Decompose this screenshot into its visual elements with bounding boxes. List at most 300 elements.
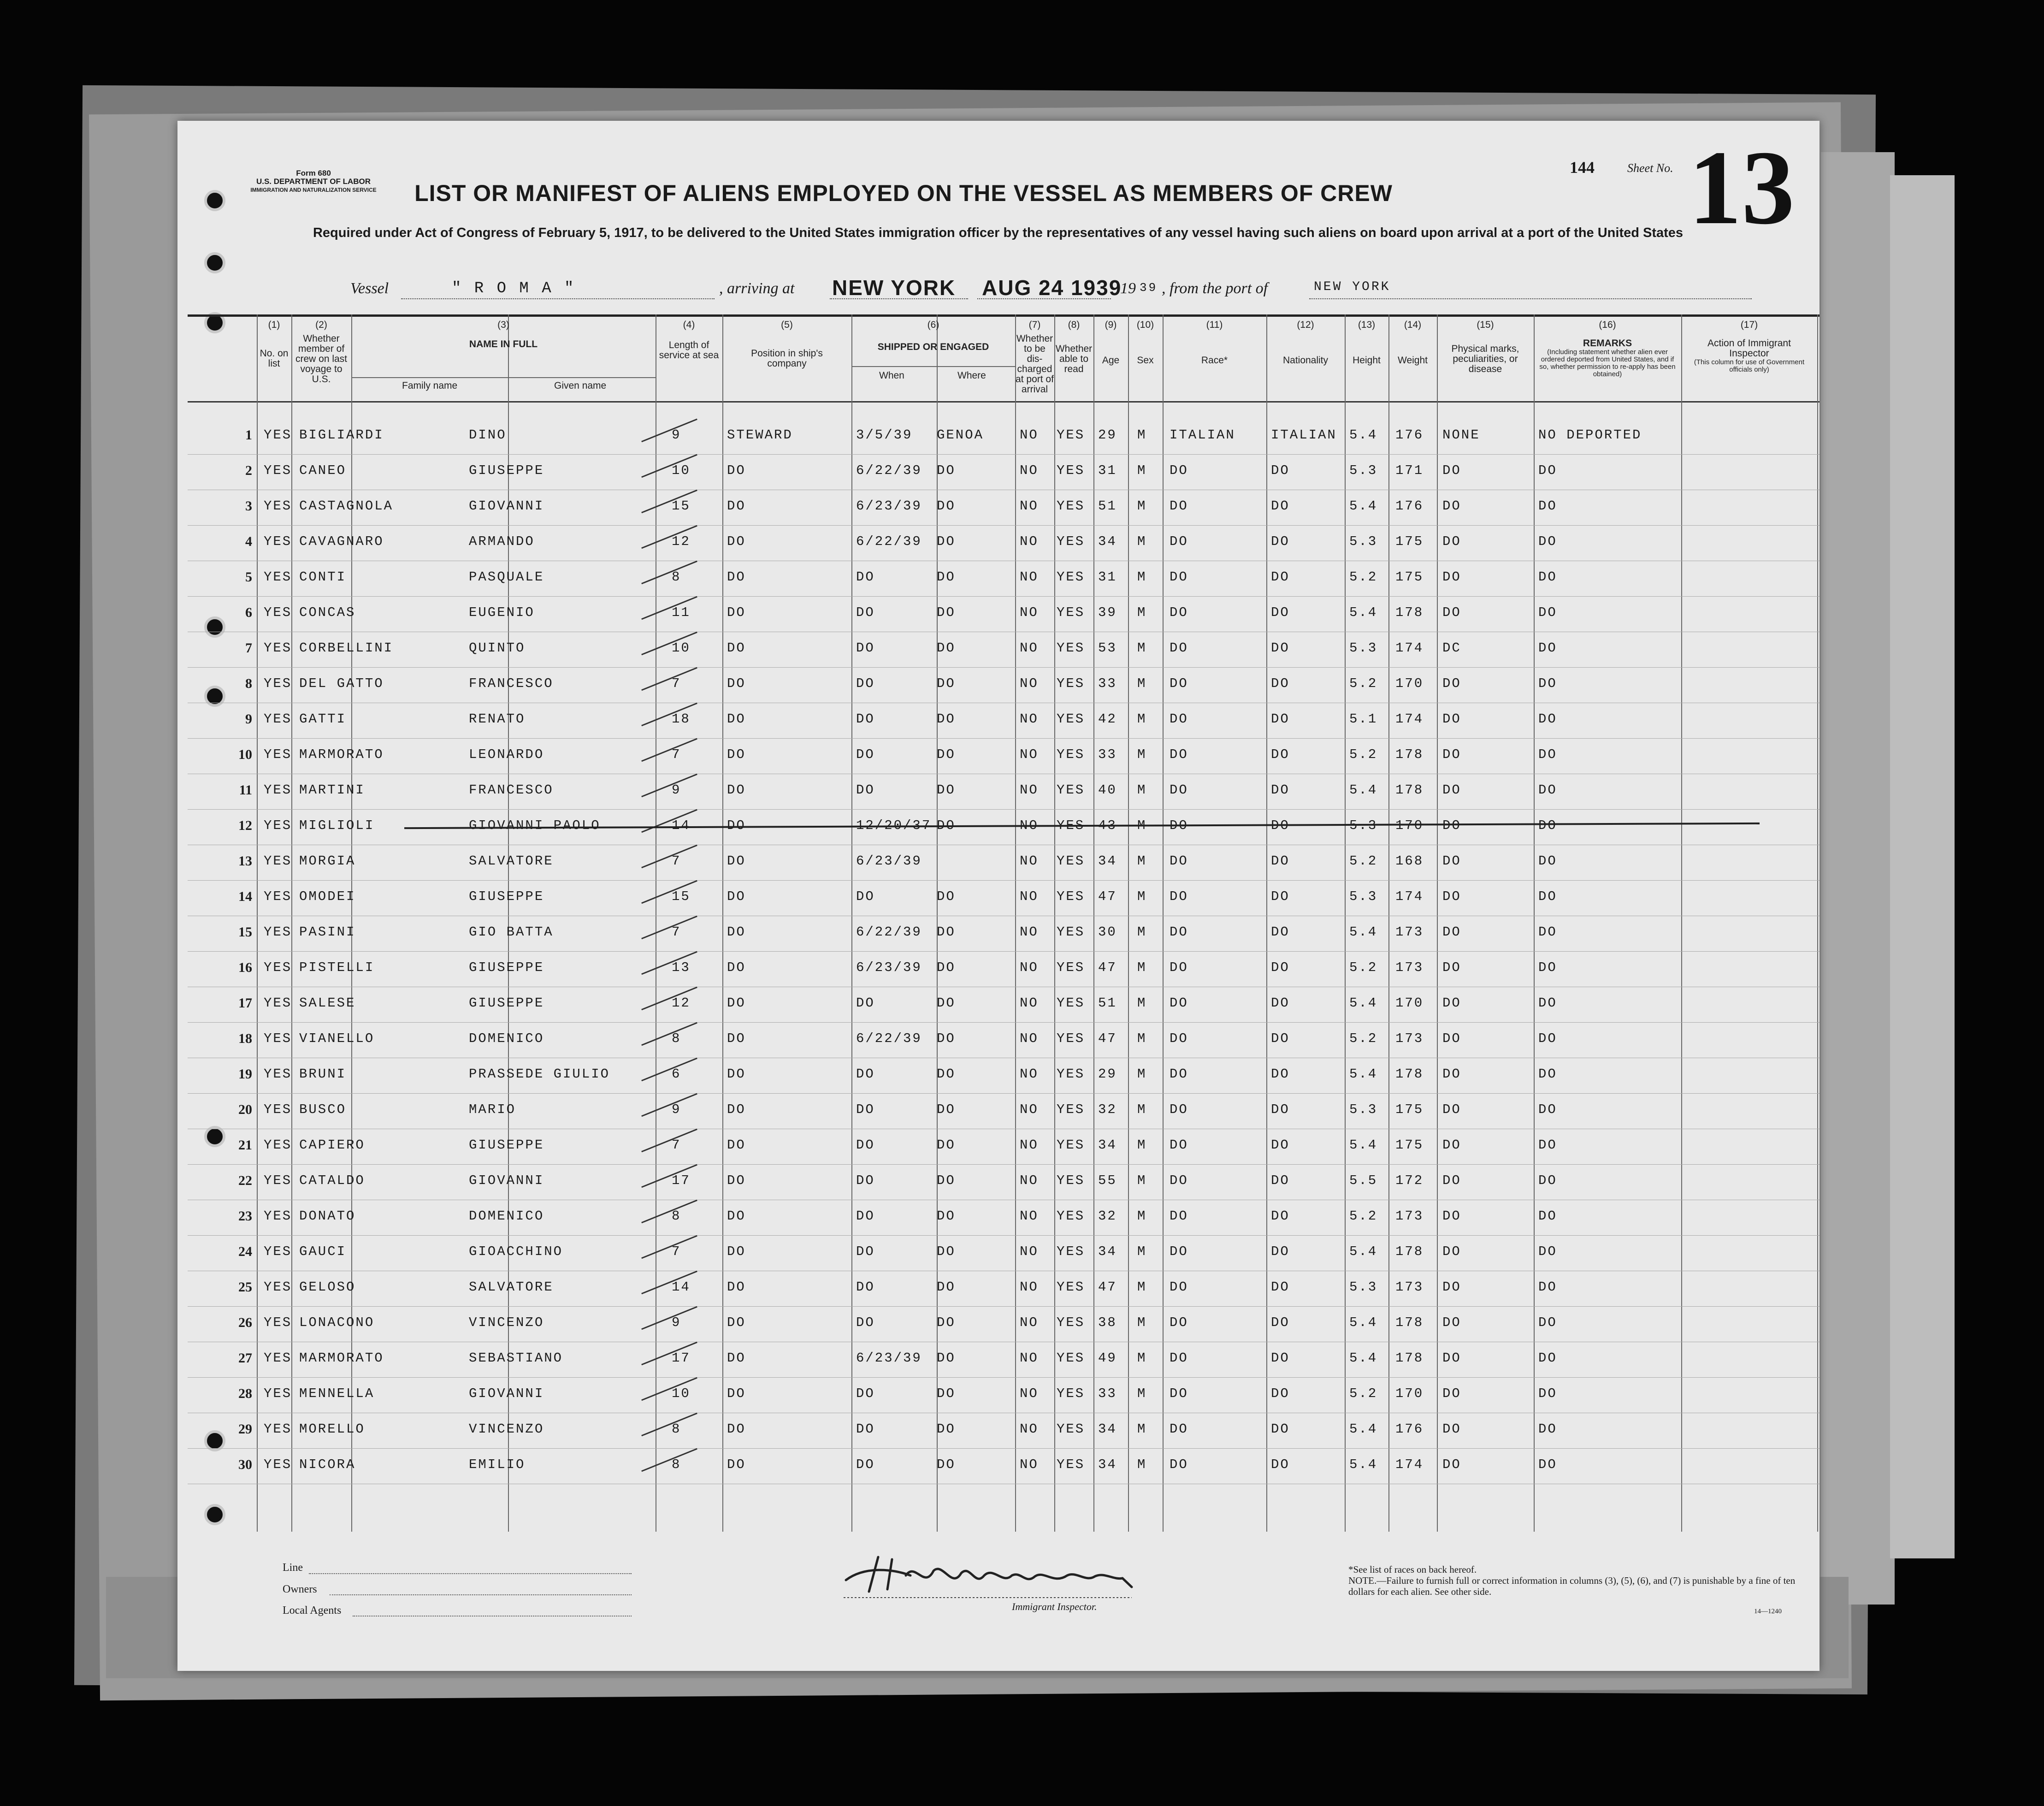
cell-no: 19 [238, 1066, 252, 1082]
cell-when: 6/22/39 [856, 534, 922, 549]
cell-family: CASTAGNOLA [299, 498, 394, 514]
cell-sex: M [1137, 1208, 1147, 1224]
cell-disch: NO [1020, 782, 1039, 798]
cell-no: 9 [245, 711, 252, 727]
col-num: (16) [1599, 320, 1616, 330]
cell-position: DO [727, 1137, 746, 1153]
cell-race: DO [1170, 1137, 1188, 1153]
cell-age: 51 [1098, 498, 1117, 514]
cell-where: DO [937, 747, 956, 762]
cell-marks: DO [1442, 1244, 1461, 1259]
cell-nat: DO [1271, 818, 1290, 833]
cell-age: 33 [1098, 676, 1117, 691]
cell-position: DO [727, 1386, 746, 1401]
cell-position: DO [727, 1208, 746, 1224]
cell-read: YES [1057, 1066, 1085, 1082]
cell-marks: DO [1442, 1031, 1461, 1046]
cell-disch: NO [1020, 995, 1039, 1011]
cell-read: YES [1057, 1244, 1085, 1259]
cell-no: 7 [245, 640, 252, 656]
arriving-port: NEW YORK [832, 276, 956, 300]
cell-disch: NO [1020, 1102, 1039, 1117]
cell-service: 10 [672, 463, 691, 478]
cell-age: 39 [1098, 605, 1117, 620]
cell-given: GIOACCHINO [469, 1244, 563, 1259]
cell-age: 47 [1098, 889, 1117, 904]
cell-remarks: DO [1538, 605, 1557, 620]
col-header-where: Where [957, 370, 986, 381]
cell-marks: DO [1442, 1315, 1461, 1330]
cell-race: DO [1170, 995, 1188, 1011]
cell-service: 8 [672, 1208, 681, 1224]
cell-remarks: DO [1538, 1457, 1557, 1472]
binder-hole [204, 252, 225, 273]
cell-nat: DO [1271, 1208, 1290, 1224]
cell-height: 5.5 [1349, 1173, 1378, 1188]
cell-race: DO [1170, 853, 1188, 869]
col-num: (15) [1477, 320, 1494, 330]
fine-note: NOTE.—Failure to furnish full or correct information in columns (3), (5), (6), and (7) is punishable by a fine of ten dollars for each alien. See other side. [1348, 1575, 1796, 1597]
owners-label: Owners [283, 1583, 317, 1595]
cell-height: 5.2 [1349, 960, 1378, 975]
cell-when: DO [856, 1244, 875, 1259]
col-header-length-of-service: Length of service at sea [659, 340, 719, 361]
tally-mark [641, 1200, 697, 1223]
cell-where: DO [937, 534, 956, 549]
cell-remarks: DO [1538, 853, 1557, 869]
arrival-date-stamp: AUG 24 1939 [982, 276, 1122, 300]
cell-crew: YES [264, 995, 292, 1011]
cell-service: 13 [672, 960, 691, 975]
cell-marks: DO [1442, 1457, 1461, 1472]
cell-service: 9 [672, 1315, 681, 1330]
cell-position: DO [727, 782, 746, 798]
cell-service: 17 [672, 1350, 691, 1366]
cell-family: VIANELLO [299, 1031, 375, 1046]
cell-where: DO [937, 1279, 956, 1295]
cell-race: DO [1170, 534, 1188, 549]
cell-marks: DO [1442, 1208, 1461, 1224]
cell-given: MARIO [469, 1102, 516, 1117]
cell-disch: NO [1020, 427, 1039, 443]
cell-service: 6 [672, 1066, 681, 1082]
cell-where: DO [937, 995, 956, 1011]
cell-marks: DO [1442, 1066, 1461, 1082]
cell-crew: YES [264, 1421, 292, 1437]
cell-disch: NO [1020, 640, 1039, 656]
cell-when: DO [856, 1102, 875, 1117]
cell-disch: NO [1020, 1137, 1039, 1153]
cell-given: GIOVANNI [469, 1173, 544, 1188]
cell-service: 9 [672, 1102, 681, 1117]
cell-read: YES [1057, 1421, 1085, 1437]
cell-marks: DO [1442, 924, 1461, 940]
cell-remarks: DO [1538, 1315, 1557, 1330]
cell-weight: 170 [1395, 1386, 1424, 1401]
cell-crew: YES [264, 569, 292, 585]
cell-race: DO [1170, 1102, 1188, 1117]
cell-no: 12 [238, 818, 252, 833]
cell-sex: M [1137, 1350, 1147, 1366]
cell-disch: NO [1020, 676, 1039, 691]
col-header-position: Position in ship's company [751, 348, 823, 369]
cell-height: 5.3 [1349, 1279, 1378, 1295]
cell-age: 53 [1098, 640, 1117, 656]
cell-crew: YES [264, 1350, 292, 1366]
cell-no: 29 [238, 1421, 252, 1437]
cell-service: 7 [672, 853, 681, 869]
col-header-discharged: Whether to be dis-charged at port of arrival [1016, 333, 1054, 395]
cell-remarks: DO [1538, 534, 1557, 549]
cell-disch: NO [1020, 960, 1039, 975]
cell-crew: YES [264, 924, 292, 940]
cell-given: RENATO [469, 711, 526, 727]
cell-marks: DO [1442, 1173, 1461, 1188]
cell-read: YES [1057, 534, 1085, 549]
cell-age: 31 [1098, 463, 1117, 478]
cell-no: 28 [238, 1386, 252, 1401]
cell-service: 12 [672, 995, 691, 1011]
cell-crew: YES [264, 463, 292, 478]
cell-weight: 175 [1395, 1137, 1424, 1153]
local-agents-label: Local Agents [283, 1605, 342, 1617]
cell-read: YES [1057, 960, 1085, 975]
cell-nat: DO [1271, 1244, 1290, 1259]
cell-no: 20 [238, 1102, 252, 1117]
cell-sex: M [1137, 1421, 1147, 1437]
cell-sex: M [1137, 1137, 1147, 1153]
cell-age: 47 [1098, 1031, 1117, 1046]
cell-nat: DO [1271, 1173, 1290, 1188]
cell-crew: YES [264, 1066, 292, 1082]
cell-when: DO [856, 1421, 875, 1437]
tally-mark [641, 1093, 697, 1117]
cell-disch: NO [1020, 711, 1039, 727]
cell-family: MARMORATO [299, 747, 384, 762]
cell-age: 42 [1098, 711, 1117, 727]
cell-nat: DO [1271, 960, 1290, 975]
cell-marks: DO [1442, 569, 1461, 585]
cell-nat: DO [1271, 1315, 1290, 1330]
tally-mark [641, 419, 697, 442]
cell-given: GIUSEPPE [469, 960, 544, 975]
cell-read: YES [1057, 1350, 1085, 1366]
col-num: (3) [497, 320, 509, 330]
cell-height: 5.4 [1349, 1421, 1378, 1437]
cell-service: 7 [672, 747, 681, 762]
vessel-name: " R O M A " [452, 280, 576, 297]
cell-read: YES [1057, 676, 1085, 691]
cell-family: BIGLIARDI [299, 427, 384, 443]
cell-height: 5.2 [1349, 747, 1378, 762]
cell-sex: M [1137, 676, 1147, 691]
cell-where: GENOA [937, 427, 984, 443]
cell-age: 34 [1098, 534, 1117, 549]
cell-no: 24 [238, 1244, 252, 1259]
cell-crew: YES [264, 1279, 292, 1295]
cell-where: DO [937, 1315, 956, 1330]
cell-sex: M [1137, 995, 1147, 1011]
vessel-info-line [350, 276, 1825, 303]
cell-crew: YES [264, 605, 292, 620]
cell-no: 1 [245, 427, 252, 443]
cell-sex: M [1137, 1173, 1147, 1188]
cell-service: 7 [672, 1137, 681, 1153]
cell-crew: YES [264, 1315, 292, 1330]
cell-position: DO [727, 889, 746, 904]
from-port: NEW YORK [1314, 280, 1391, 294]
cell-remarks: DO [1538, 498, 1557, 514]
cell-disch: NO [1020, 853, 1039, 869]
cell-nat: DO [1271, 782, 1290, 798]
cell-position: DO [727, 498, 746, 514]
cell-height: 5.2 [1349, 1386, 1378, 1401]
cell-weight: 174 [1395, 711, 1424, 727]
cell-given: DINO [469, 427, 507, 443]
cell-nat: DO [1271, 889, 1290, 904]
cell-when: DO [856, 1386, 875, 1401]
cell-position: DO [727, 640, 746, 656]
cell-marks: DO [1442, 818, 1461, 833]
cell-given: GIOVANNI [469, 498, 544, 514]
cell-family: CAPIERO [299, 1137, 365, 1153]
cell-disch: NO [1020, 1244, 1039, 1259]
cell-remarks: DO [1538, 1244, 1557, 1259]
cell-family: CORBELLINI [299, 640, 394, 656]
cell-read: YES [1057, 640, 1085, 656]
cell-given: GIUSEPPE [469, 463, 544, 478]
cell-given: FRANCESCO [469, 782, 554, 798]
cell-no: 17 [238, 995, 252, 1011]
cell-where: DO [937, 818, 956, 833]
tally-mark [641, 561, 697, 584]
cell-age: 43 [1098, 818, 1117, 833]
cell-when: DO [856, 1208, 875, 1224]
cell-when: DO [856, 676, 875, 691]
page-subtitle: Required under Act of Congress of February 5, 1917, to be delivered to the United States immigration officer by the representatives of any vessel having such aliens on board upon arrival at a port of the United States [313, 225, 1684, 240]
cell-marks: DO [1442, 995, 1461, 1011]
cell-when: DO [856, 782, 875, 798]
cell-age: 30 [1098, 924, 1117, 940]
cell-position: DO [727, 818, 746, 833]
tally-mark [641, 1306, 697, 1330]
cell-weight: 174 [1395, 889, 1424, 904]
cell-no: 4 [245, 534, 252, 549]
cell-given: VINCENZO [469, 1421, 544, 1437]
cell-family: GELOSO [299, 1279, 356, 1295]
cell-where: DO [937, 960, 956, 975]
cell-age: 47 [1098, 1279, 1117, 1295]
page-title: LIST OR MANIFEST OF ALIENS EMPLOYED ON THE VESSEL AS MEMBERS OF CREW [414, 180, 1393, 206]
cell-race: DO [1170, 924, 1188, 940]
cell-no: 10 [238, 747, 252, 762]
cell-age: 32 [1098, 1208, 1117, 1224]
cell-where: DO [937, 1386, 956, 1401]
cell-no: 2 [245, 463, 252, 478]
cell-where: DO [937, 1244, 956, 1259]
cell-race: DO [1170, 498, 1188, 514]
cell-remarks: DO [1538, 1208, 1557, 1224]
cell-remarks: DO [1538, 782, 1557, 798]
cell-disch: NO [1020, 498, 1039, 514]
cell-sex: M [1137, 1102, 1147, 1117]
cell-race: DO [1170, 1279, 1188, 1295]
cell-remarks: DO [1538, 1137, 1557, 1153]
tally-mark [641, 738, 697, 762]
cell-when: 6/23/39 [856, 960, 922, 975]
cell-sex: M [1137, 782, 1147, 798]
cell-height: 5.2 [1349, 569, 1378, 585]
cell-given: GIUSEPPE [469, 995, 544, 1011]
cell-marks: DO [1442, 747, 1461, 762]
cell-read: YES [1057, 818, 1085, 833]
cell-weight: 173 [1395, 1208, 1424, 1224]
col-header-remarks-note: (Including statement whether alien ever ordered deported from United States, and if so, whether permission to re-apply has been obtained) [1539, 348, 1676, 378]
cell-height: 5.4 [1349, 605, 1378, 620]
cell-remarks: DO [1538, 569, 1557, 585]
inspector-label: Immigrant Inspector. [1012, 1601, 1097, 1612]
cell-family: CONTI [299, 569, 347, 585]
cell-when: DO [856, 889, 875, 904]
col-num: (6) [927, 320, 939, 330]
cell-position: DO [727, 1315, 746, 1330]
cell-height: 5.4 [1349, 498, 1378, 514]
cell-no: 13 [238, 853, 252, 869]
cell-remarks: DO [1538, 960, 1557, 975]
cell-age: 34 [1098, 853, 1117, 869]
cell-race: DO [1170, 463, 1188, 478]
col-num: (1) [268, 320, 280, 330]
cell-read: YES [1057, 1279, 1085, 1295]
cell-position: DO [727, 1279, 746, 1295]
cell-height: 5.4 [1349, 1066, 1378, 1082]
cell-age: 49 [1098, 1350, 1117, 1366]
col-header-name-in-full: NAME IN FULL [469, 339, 538, 349]
tally-mark [641, 667, 697, 691]
col-header-given-name: Given name [554, 380, 607, 391]
cell-position: DO [727, 711, 746, 727]
col-header-family-name: Family name [402, 380, 458, 391]
cell-weight: 174 [1395, 640, 1424, 656]
cell-nat: DO [1271, 1102, 1290, 1117]
cell-crew: YES [264, 1173, 292, 1188]
cell-sex: M [1137, 1279, 1147, 1295]
tally-mark [641, 845, 697, 868]
cell-disch: NO [1020, 534, 1039, 549]
cell-remarks: DO [1538, 1386, 1557, 1401]
cell-read: YES [1057, 995, 1085, 1011]
cell-crew: YES [264, 782, 292, 798]
cell-position: DO [727, 676, 746, 691]
cell-marks: DO [1442, 1350, 1461, 1366]
cell-when: 12/20/37 [856, 818, 932, 833]
cell-weight: 170 [1395, 818, 1424, 833]
cell-when: DO [856, 1315, 875, 1330]
cell-weight: 173 [1395, 1279, 1424, 1295]
cell-when: 6/23/39 [856, 1350, 922, 1366]
col-num: (11) [1206, 320, 1223, 330]
cell-service: 18 [672, 711, 691, 727]
cell-weight: 176 [1395, 427, 1424, 443]
cell-height: 5.4 [1349, 1457, 1378, 1472]
cell-given: LEONARDO [469, 747, 544, 762]
cell-race: DO [1170, 782, 1188, 798]
cell-given: QUINTO [469, 640, 526, 656]
cell-service: 8 [672, 569, 681, 585]
cell-where: DO [937, 1173, 956, 1188]
cell-height: 5.4 [1349, 1350, 1378, 1366]
cell-marks: DO [1442, 605, 1461, 620]
cell-no: 25 [238, 1279, 252, 1295]
cell-weight: 176 [1395, 1421, 1424, 1437]
cell-disch: NO [1020, 463, 1039, 478]
cell-family: SALESE [299, 995, 356, 1011]
year-label: 19 [1120, 280, 1136, 297]
cell-crew: YES [264, 1244, 292, 1259]
cell-height: 5.2 [1349, 1031, 1378, 1046]
cell-sex: M [1137, 640, 1147, 656]
cell-read: YES [1057, 782, 1085, 798]
cell-crew: YES [264, 640, 292, 656]
cell-remarks: DO [1538, 1350, 1557, 1366]
cell-read: YES [1057, 1386, 1085, 1401]
cell-race: DO [1170, 747, 1188, 762]
col-header-no-on-list: No. on list [260, 348, 289, 369]
cell-marks: DO [1442, 676, 1461, 691]
cell-race: DO [1170, 676, 1188, 691]
cell-sex: M [1137, 534, 1147, 549]
cell-marks: NONE [1442, 427, 1480, 443]
cell-height: 5.4 [1349, 427, 1378, 443]
cell-no: 3 [245, 498, 252, 514]
cell-where: DO [937, 1208, 956, 1224]
races-note: *See list of races on back hereof. [1348, 1564, 1477, 1575]
cell-family: PASINI [299, 924, 356, 940]
cell-when: DO [856, 605, 875, 620]
col-num: (10) [1136, 320, 1154, 330]
cell-sex: M [1137, 1244, 1147, 1259]
cell-where: DO [937, 463, 956, 478]
cell-read: YES [1057, 498, 1085, 514]
cell-weight: 178 [1395, 747, 1424, 762]
cell-nat: DO [1271, 1031, 1290, 1046]
cell-where: DO [937, 1350, 956, 1366]
cell-disch: NO [1020, 1279, 1039, 1295]
cell-read: YES [1057, 569, 1085, 585]
cell-read: YES [1057, 853, 1085, 869]
cell-where: DO [937, 569, 956, 585]
cell-service: 8 [672, 1457, 681, 1472]
cell-remarks: DO [1538, 676, 1557, 691]
cell-sex: M [1137, 569, 1147, 585]
cell-weight: 171 [1395, 463, 1424, 478]
cell-disch: NO [1020, 889, 1039, 904]
cell-where: DO [937, 640, 956, 656]
cell-remarks: DO [1538, 818, 1557, 833]
cell-read: YES [1057, 1137, 1085, 1153]
cell-height: 5.3 [1349, 463, 1378, 478]
col-header-crew-last-voyage: Whether member of crew on last voyage to U.S. [295, 333, 348, 385]
tally-mark [641, 1413, 697, 1436]
cell-read: YES [1057, 1031, 1085, 1046]
inspector-signature [837, 1548, 1205, 1603]
cell-read: YES [1057, 1315, 1085, 1330]
cell-height: 5.4 [1349, 1244, 1378, 1259]
line-label: Line [283, 1562, 303, 1574]
cell-crew: YES [264, 960, 292, 975]
cell-position: DO [727, 747, 746, 762]
cell-race: DO [1170, 640, 1188, 656]
